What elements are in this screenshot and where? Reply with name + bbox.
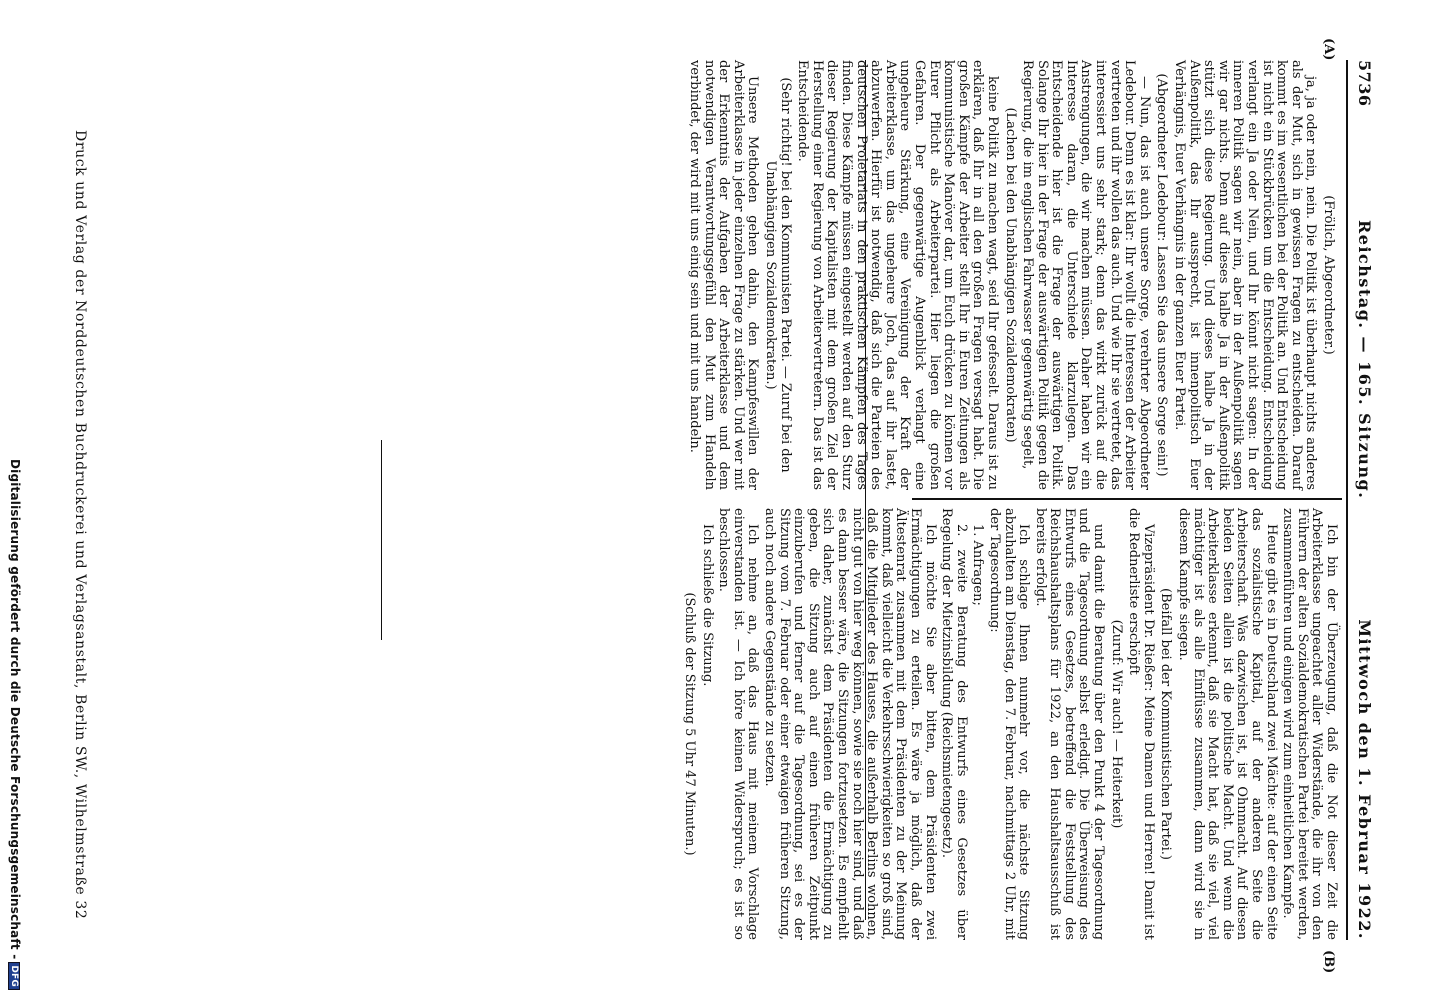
paragraph: Ich möchte Sie aber bitten, dem Präsidenten zwei Ermächtigungen zu erteilen. Es wäre ja möglich, daß der Ältestenrat zusammen mit dem Präsidenten zu der Meinung kommt, daß vielleicht die Verkehrsschwierigkeiten so groß sind, daß die Mitglieder des Hauses, die außerhalb Berlins wohnen, nicht gut von hier weg können, sowie sie noch hier sind, und daß es dann besser wäre, die Sitzungen fortzusetzen. Es empfiehlt sich daher, zunächst dem Präsidenten die Ermächtigung zu geben, die Sitzung auch auf einen früheren Zeitpunkt einzuberufen und ferner auf die Tagesordnung, sei es der Sitzung vom 7. Februar oder einer etwaigen früheren Sitzung, auch noch andere Gegenstände zu setzen.	[762, 508, 938, 940]
paragraph: — Nun, das ist auch unsere Sorge, verehrter Abgeordneter Ledebour. Denn es ist klar: Ihr wollt die Interessen der Arbeiter vertreten und ihr wollen das auch. Und wie Ihr sie vertretet, das interessiert uns sehr stark; denn das wirkt zurück auf die Anstrengungen, die wir machen müssen. Daher haben wir ein Interesse daran, die Unterschiede klarzulegen. Das Entscheidende hier ist die Frage der auswärtigen Politik. Solange Ihr hier in der Frage der auswärtigen Politik gegen die Regierung, die im englischen Fahrwasser gegenwärtig segelt,	[1020, 60, 1152, 490]
interjection: (Schluß der Sitzung 5 Uhr 47 Minuten.)	[682, 592, 698, 856]
page-number: 5736	[1355, 60, 1374, 107]
paragraph: Ich schlage Ihnen nunmehr vor, die nächste Sitzung abzuhalten am Dienstag, den 7. Februar, nachmittags 2 Uhr, mit der Tagesordnung:	[986, 508, 1032, 940]
paragraph: Ich nehme an, daß das Haus mit meinem Vorschlage einverstanden ist. — Ich höre keinen Widerspruch; es ist so beschlossen.	[716, 508, 761, 940]
column-marker-a: (A)	[1321, 38, 1336, 61]
page-header	[1346, 60, 1374, 940]
header-rule	[1346, 60, 1348, 940]
column-divider	[912, 498, 1342, 500]
digitization-text: Digitalisierung gefördert durch die Deutsche Forschungsgemeinschaft -	[8, 458, 22, 960]
column-marker-b: (B)	[1321, 950, 1336, 974]
paragraph: 2. zweite Beratung des Entwurfs eines Gesetzes über Regelung der Mietzinsbildung (Reichsmietengesetz).	[939, 508, 969, 940]
dfg-logo: DFG	[9, 962, 21, 990]
left-column	[684, 60, 1338, 490]
interjection: (Beifall bei der Kommunistischen Partei.)	[1158, 588, 1174, 860]
session-title: Reichstag. — 165. Sitzung.	[1355, 220, 1374, 500]
interjection: (Frölich, Abgeordneter.)	[1321, 195, 1336, 355]
short-separator-rule	[381, 440, 382, 640]
paragraph: Vizepräsident Dr. Rießer: Meine Damen und Herren! Damit ist die Rednerliste erschöpft	[1126, 508, 1156, 940]
paragraph: Ich schließe die Sitzung.	[699, 524, 715, 687]
paragraph: keine Politik zu machen wagt, seid Ihr gefesselt. Daraus ist zu erklären, daß Ihr in all den großen Fragen versagt habt. Die großen Kämpfe der Arbeiter stellt Ihr in Euren Zeitungen als kommunistische Manöver dar, um Euch drücken zu können vor Eurer Pflicht als Arbeiterpartei. Hier liegen die großen Gefahren. Der gegenwärtige Augenblick verlangt eine ungeheure Stärkung, eine Vereinigung der Kraft der Arbeiterklasse, um das ungeheure Joch, das auf ihr lastet, abzuwerfen. Hierfür ist notwendig, daß sich die Parteien des deutschen Proletariats in den praktischen Kämpfen des Tages finden. Diese Kämpfe müssen eingestellt werden auf den Sturz dieser Regierung der Kapitalisten mit dem großen Ziel der Herstellung einer Regierung von Arbeitervertretern. Das ist das Entscheidende.	[795, 60, 1000, 490]
interjection: (Lachen bei den Unabhängigen Sozialdemokraten)	[1002, 107, 1018, 443]
right-column	[678, 508, 1338, 940]
session-date: Mittwoch den 1. Februar 1922.	[1355, 619, 1374, 940]
digitization-note	[8, 10, 22, 990]
paragraph: Heute gibt es in Deutschland zwei Mächte: auf der einen Seite das sozialistische Kapital, auf der anderen Seite die Arbeiterschaft. Was dazwischen ist, ist Ohnmacht. Auf diesen beiden Seiten allein ist die politische Macht. Und wenn die Arbeiterklasse erkennt, daß sie Macht hat, daß sie viel, viel mächtiger ist als alle Einflüsse zusammen, dann wird sie in diesem Kampfe siegen.	[1176, 508, 1279, 940]
paragraph: und damit die Beratung über den Punkt 4 der Tagesordnung und die Tagesordnung selbst erledigt. Die Überweisung des Entwurfs eines Gesetzes, betreffend die Feststellung des Reichshaushaltsplans für 1922, an den Haushaltsausschuß ist bereits erfolgt.	[1032, 508, 1107, 940]
paragraph: Ich bin der Überzeugung, daß die Not dieser Zeit die Arbeiterklasse ungeachtet aller Widerstände, die ihr von den Führern der alten Sozialdemokratischen Partei bereitet werden, zusammenführen und einigen wird zum einheitlichen Kampfe.	[1280, 508, 1339, 940]
paragraph: Unsere Methoden gehen dahin, den Kampfeswillen der Arbeiterklasse in jeder einzelnen Frage zu stärken. Und wer mit der Erkenntnis der Aufgaben der Arbeiterklasse und dem notwendigen Verantwortungsgefühl den Mut zum Handeln verbindet, der wird mit uns einig sein und mit uns handeln.	[687, 60, 761, 490]
printer-imprint: Druck und Verlag der Norddeutschen Buchdruckerei und Verlagsanstalt, Berlin SW., Wilhelmstraße 32	[72, 130, 88, 920]
interjection: (Sehr richtig! bei den Kommunisten Partei. — Zuruf bei den Unabhängigen Sozialdemokraten.)	[763, 77, 793, 473]
interjection: (Abgeordneter Ledebour: Lassen Sie das unsere Sorge sein!)	[1154, 73, 1170, 477]
paragraph: 1. Anfragen;	[970, 524, 986, 606]
interjection: (Zuruf: Wir auch! — Heiterkeit)	[1108, 619, 1124, 829]
separator-rule	[865, 60, 866, 920]
paragraph: ja, ja oder nein, nein. Die Politik ist überhaupt nichts anderes als der Mut, sich in gewissen Fragen zu entscheiden. Darauf kommt es im wesentlichen bei der Politik an. Und Entscheidung ist nicht ein Stückbrücken um die Entscheidung. Entscheidung verlangt ein Ja oder Nein, und Ihr könnt nicht sagen: In der inneren Politik sagen wir nein, aber in der Außenpolitik sagen wir gar nichts. Denn auf dieses halbe Ja in der Außenpolitik stützt sich diese Regierung. Und dieses halbe Ja in der Außenpolitik, das Ihr aussprecht, ist innenpolitisch Euer Verhängnis, Euer Verhängnis in der ganzen Euer Partei.	[1172, 60, 1319, 490]
